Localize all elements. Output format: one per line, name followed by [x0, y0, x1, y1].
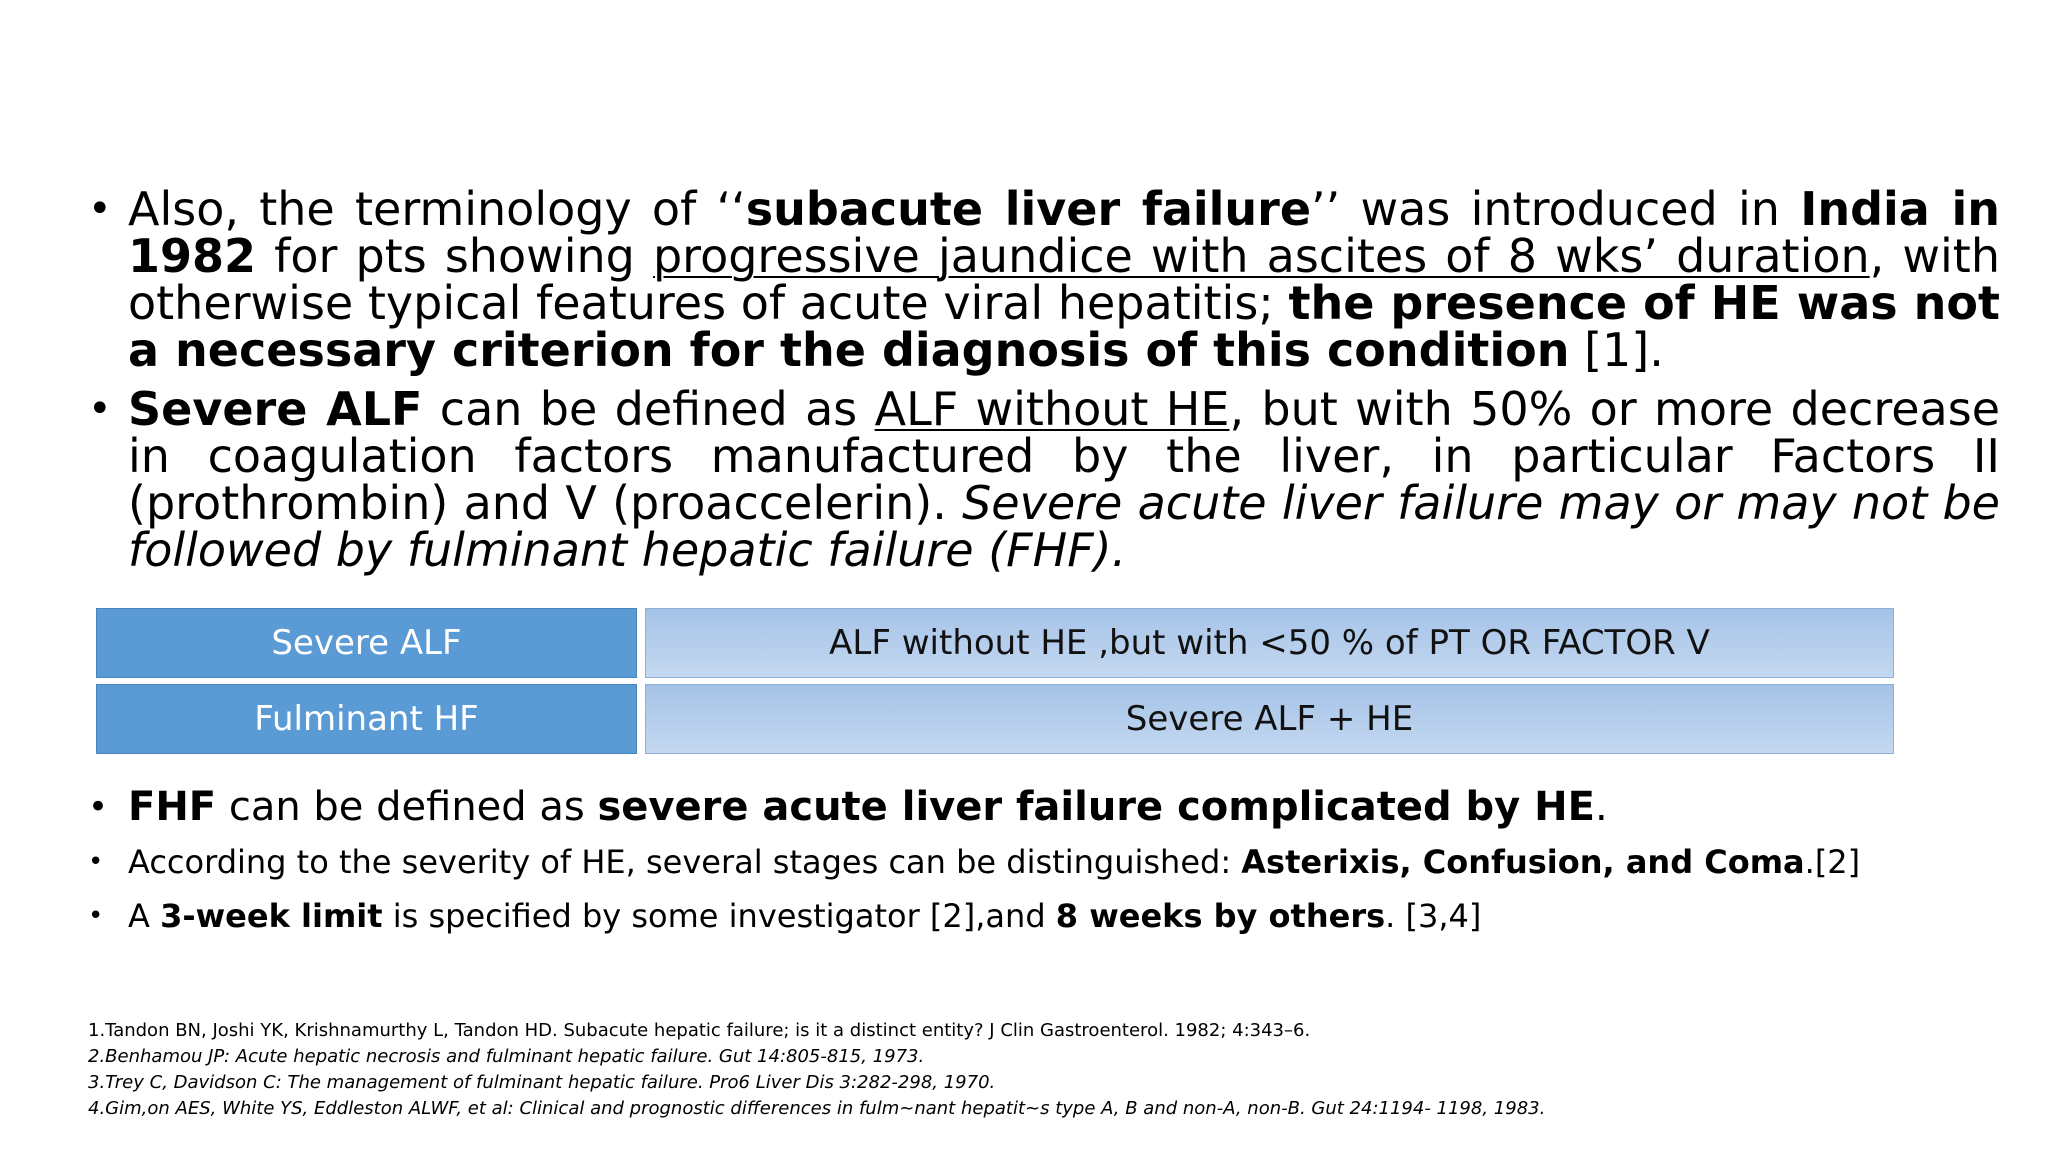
underlined-text: progressive jaundice with ascites of 8 wks’ duration — [652, 229, 1870, 283]
text: . — [1594, 784, 1608, 830]
table-cell-term: Severe ALF — [96, 608, 637, 678]
text: can be defined as — [216, 784, 598, 830]
table-row — [96, 608, 1894, 678]
reference-item: 2.Benhamou JP: Acute hepatic necrosis and fulminant hepatic failure. Gut 14:805-815, 1973. — [88, 1046, 925, 1067]
bullet-dot: • — [88, 386, 112, 432]
reference-item: 3.Trey C, Davidson C: The management of fulminant hepatic failure. Pro6 Liver Dis 3:282-298, 1970. — [88, 1072, 996, 1093]
text: , with otherwise typical features of acute viral hepatitis; — [128, 229, 2000, 330]
text: ’’ was introduced in — [1311, 182, 1801, 236]
bold-text: FHF — [128, 784, 217, 830]
bullet-dot: • — [88, 901, 104, 931]
bold-text: 3-week limit — [160, 897, 383, 935]
bottom-bullet-list — [88, 782, 1988, 948]
bold-text: Asterixis, Confusion, and Coma — [1241, 843, 1805, 881]
text: . [3,4] — [1385, 897, 1482, 935]
text: n). — [885, 476, 963, 530]
table-cell-definition: Severe ALF + HE — [645, 684, 1894, 754]
underlined-text: ALF without HE — [874, 382, 1230, 436]
bold-text: subacute liver failure — [745, 182, 1312, 236]
top-bullet-list — [88, 182, 2001, 577]
bold-text: the presence of HE was not a necessary criterion for the diagnosis of this condition — [128, 276, 2001, 377]
text: can be defined as — [422, 382, 875, 436]
text: [1]. — [1569, 323, 1664, 377]
reference-item: 4.Gim,on AES, White YS, Eddleston ALWF, et al: Clinical and prognostic differences in fulm~nant hepatit~s type A, B and non-A, non-B. Gut 24:1194- 1198, 1983. — [88, 1098, 1546, 1119]
text: for pts showing — [256, 229, 653, 283]
table-cell-definition: ALF without HE ,but with <50 % of PT OR FACTOR V — [645, 608, 1894, 678]
bullet-time-limit — [88, 894, 1988, 938]
definition-table — [96, 608, 1894, 760]
text: Also, the terminology of ‘‘ — [128, 182, 746, 236]
bullet-subacute-liver-failure — [88, 182, 2001, 377]
bold-text: severe acute liver failure complicated by HE — [597, 784, 1595, 830]
text: is specified by some investigator [2],and — [382, 897, 1056, 935]
bullet-dot: • — [88, 847, 104, 877]
italic-text: Severe acute liver failure may or may not be followed by fulminant hepatic failure (FHF). — [128, 476, 2000, 577]
text: A — [128, 897, 161, 935]
bullet-fhf — [88, 782, 1988, 832]
table-cell-term: Fulminant HF — [96, 684, 637, 754]
bullet-he-stages — [88, 840, 1988, 884]
bold-text: 8 weeks by others — [1055, 897, 1386, 935]
bold-text: Severe ALF — [128, 382, 423, 436]
text: , but with 50% or more decrease in coagulation factors manufactured by the liver, in particular Factors II (prothrombin) and V (proacceleri — [128, 382, 2000, 530]
bullet-dot: • — [88, 787, 109, 827]
references — [88, 1018, 1988, 1122]
text: .[2] — [1804, 843, 1861, 881]
bold-text: India in 1982 — [128, 182, 2000, 283]
bullet-severe-alf — [88, 382, 2000, 577]
text: According to the severity of HE, several stages can be distinguished: — [128, 843, 1242, 881]
bullet-dot: • — [88, 186, 112, 232]
reference-item: 1.Tandon BN, Joshi YK, Krishnamurthy L, Tandon HD. Subacute hepatic failure; is it a distinct entity? J Clin Gastroenterol. 1982; 4:343–6. — [88, 1020, 1311, 1041]
table-row — [96, 684, 1894, 754]
